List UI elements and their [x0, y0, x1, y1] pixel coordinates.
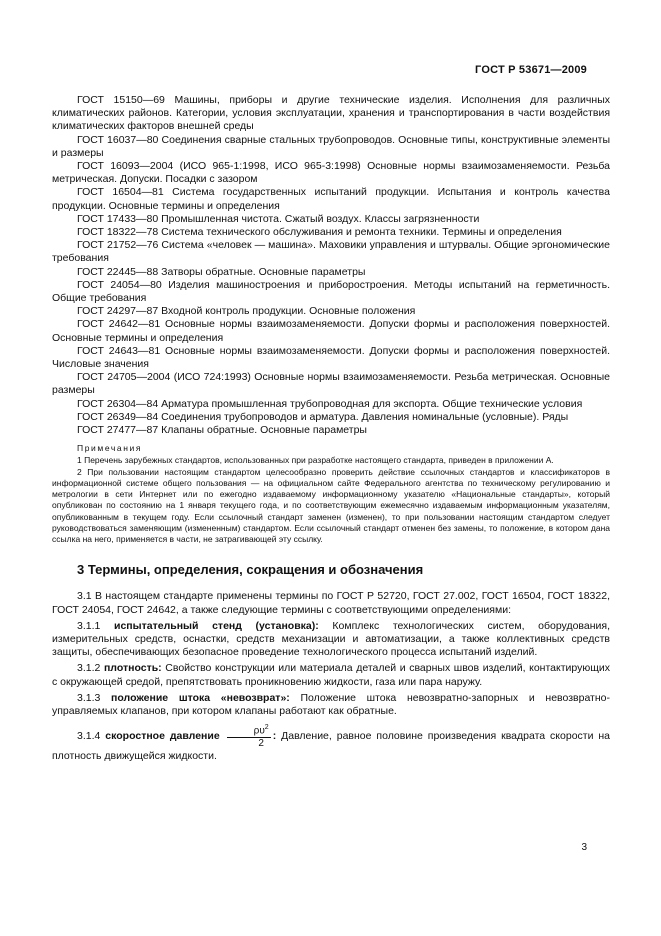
- reference-item: ГОСТ 27477—87 Клапаны обратные. Основные параметры: [77, 424, 367, 437]
- references-list: [52, 94, 610, 437]
- term-name: плотность:: [103, 662, 162, 675]
- term-definition: [52, 722, 610, 764]
- reference-item: ГОСТ 16037—80 Соединения сварные стальных трубопроводов. Основные типы, конструктивные элементы и размеры: [52, 133, 610, 159]
- formula-denominator: 2: [258, 738, 264, 750]
- term-colon: :: [272, 730, 277, 743]
- document-id: ГОСТ Р 53671—2009: [475, 64, 587, 76]
- reference-item: ГОСТ 26304—84 Арматура промышленная трубопроводная для экспорта. Общие технические условия: [77, 397, 583, 410]
- term-text: Давление, равное половине произведения квадрата скорости на плотность движущейся жидкости.: [52, 730, 611, 763]
- section-intro: 3.1 В настоящем стандарте применены термины по ГОСТ Р 52720, ГОСТ 27.002, ГОСТ 16504, ГОСТ 18322, ГОСТ 24054, ГОСТ 24642, а также следующие термины с соответствующими определениями:: [52, 590, 610, 616]
- reference-item: ГОСТ 15150—69 Машины, приборы и другие технические изделия. Исполнения для различных климатических районов. Категории, условия эксплуатации, хранения и транспортирования в части воздействия климатических факторов внешней среды: [52, 94, 610, 133]
- reference-item: ГОСТ 24297—87 Входной контроль продукции. Основные положения: [77, 305, 416, 318]
- term-name: положение штока «невозврат»:: [111, 691, 290, 704]
- notes-block: [52, 443, 610, 545]
- reference-item: ГОСТ 22445—88 Затворы обратные. Основные параметры: [77, 265, 366, 278]
- term-number: 3.1.4: [77, 730, 101, 743]
- term-name: скоростное давление: [105, 730, 220, 743]
- reference-item: ГОСТ 17433—80 Промышленная чистота. Сжатый воздух. Классы загрязненности: [77, 212, 480, 225]
- reference-item: ГОСТ 18322—78 Система технического обслуживания и ремонта техники. Термины и определения: [77, 226, 562, 239]
- page-number: 3: [581, 842, 587, 853]
- page-body: [52, 94, 610, 767]
- term-definition: [52, 692, 610, 718]
- reference-item: ГОСТ 24705—2004 (ИСО 724:1993) Основные нормы взаимозаменяемости. Резьба метрическая. Основные размеры: [52, 371, 610, 397]
- term-definition: [52, 620, 610, 660]
- term-number: 3.1.2: [77, 662, 101, 675]
- formula-fraction: [227, 722, 271, 750]
- term-text: Комплекс технологических систем, оборудования, измерительных средств, оснастки, средств механизации и автоматизации, а также коллективных средств защиты, обеспечивающих безопасное проведение технологического процесса испытаний изделий.: [52, 619, 610, 659]
- term-text: Положение штока невозвратно-запорных и невозвратно-управляемых клапанов, при котором клапаны работают как обратные.: [52, 691, 610, 717]
- formula-exponent: 2: [264, 724, 269, 732]
- reference-item: ГОСТ 24643—81 Основные нормы взаимозаменяемости. Допуски формы и расположения поверхностей. Числовые значения: [52, 344, 610, 371]
- reference-item: ГОСТ 24054—80 Изделия машиностроения и приборостроения. Методы испытаний на герметичность. Общие требования: [52, 278, 610, 305]
- term-number: 3.1.1: [77, 619, 101, 632]
- reference-item: ГОСТ 16093—2004 (ИСО 965-1:1998, ИСО 965-3:1998) Основные нормы взаимозаменяемости. Резьба метрическая. Допуски. Посадки с зазором: [52, 160, 610, 186]
- reference-item: ГОСТ 21752—76 Система «человек — машина». Маховики управления и штурвалы. Общие эргономические требования: [52, 239, 610, 265]
- term-number: 3.1.3: [77, 691, 101, 704]
- note-item: 2 При пользовании настоящим стандартом целесообразно проверить действие ссылочных стандартов и классификаторов в информационной системе общего пользования — на официальном сайте Федерального агентства по техническому регулированию и метрологии в сети Интернет или по ежегодно издаваемому информационному указателю «Национальные стандарты», который опубликован по состоянию на 1 января текущего года, и по соответствующим ежемесячно издаваемым информационным указателям, опубликованным в текущем году. Если ссылочный стандарт заменен (изменен), то при пользовании настоящим стандартом следует руководствоваться заменяющим (измененным) стандартом. Если ссылочный стандарт отменен без замены, то положение, в котором дана ссылка на него, применяется в части, не затрагивающей эту ссылку.: [52, 466, 610, 544]
- section-title: 3 Термины, определения, сокращения и обозначения: [77, 562, 424, 578]
- notes-heading: Примечания: [77, 443, 143, 454]
- formula-numerator: $\rho\upsilon^2$: [227, 722, 271, 738]
- reference-item: ГОСТ 16504—81 Система государственных испытаний продукции. Испытания и контроль качества продукции. Основные термины и определения: [52, 186, 610, 212]
- term-definition: [52, 662, 610, 688]
- term-text: Свойство конструкции или материала деталей и сварных швов изделий, контактирующих с окружающей средой, препятствовать проникновению жидкости, газа или пара наружу.: [52, 662, 610, 688]
- term-name: испытательный стенд (установка):: [114, 619, 319, 632]
- reference-item: ГОСТ 24642—81 Основные нормы взаимозаменяемости. Допуски формы и расположения поверхностей. Основные термины и определения: [52, 318, 610, 344]
- note-item: 1 Перечень зарубежных стандартов, использованных при разработке настоящего стандарта, приведен в приложении А.: [77, 455, 554, 466]
- reference-item: ГОСТ 26349—84 Соединения трубопроводов и арматура. Давления номинальные (условные). Ряды: [77, 410, 569, 423]
